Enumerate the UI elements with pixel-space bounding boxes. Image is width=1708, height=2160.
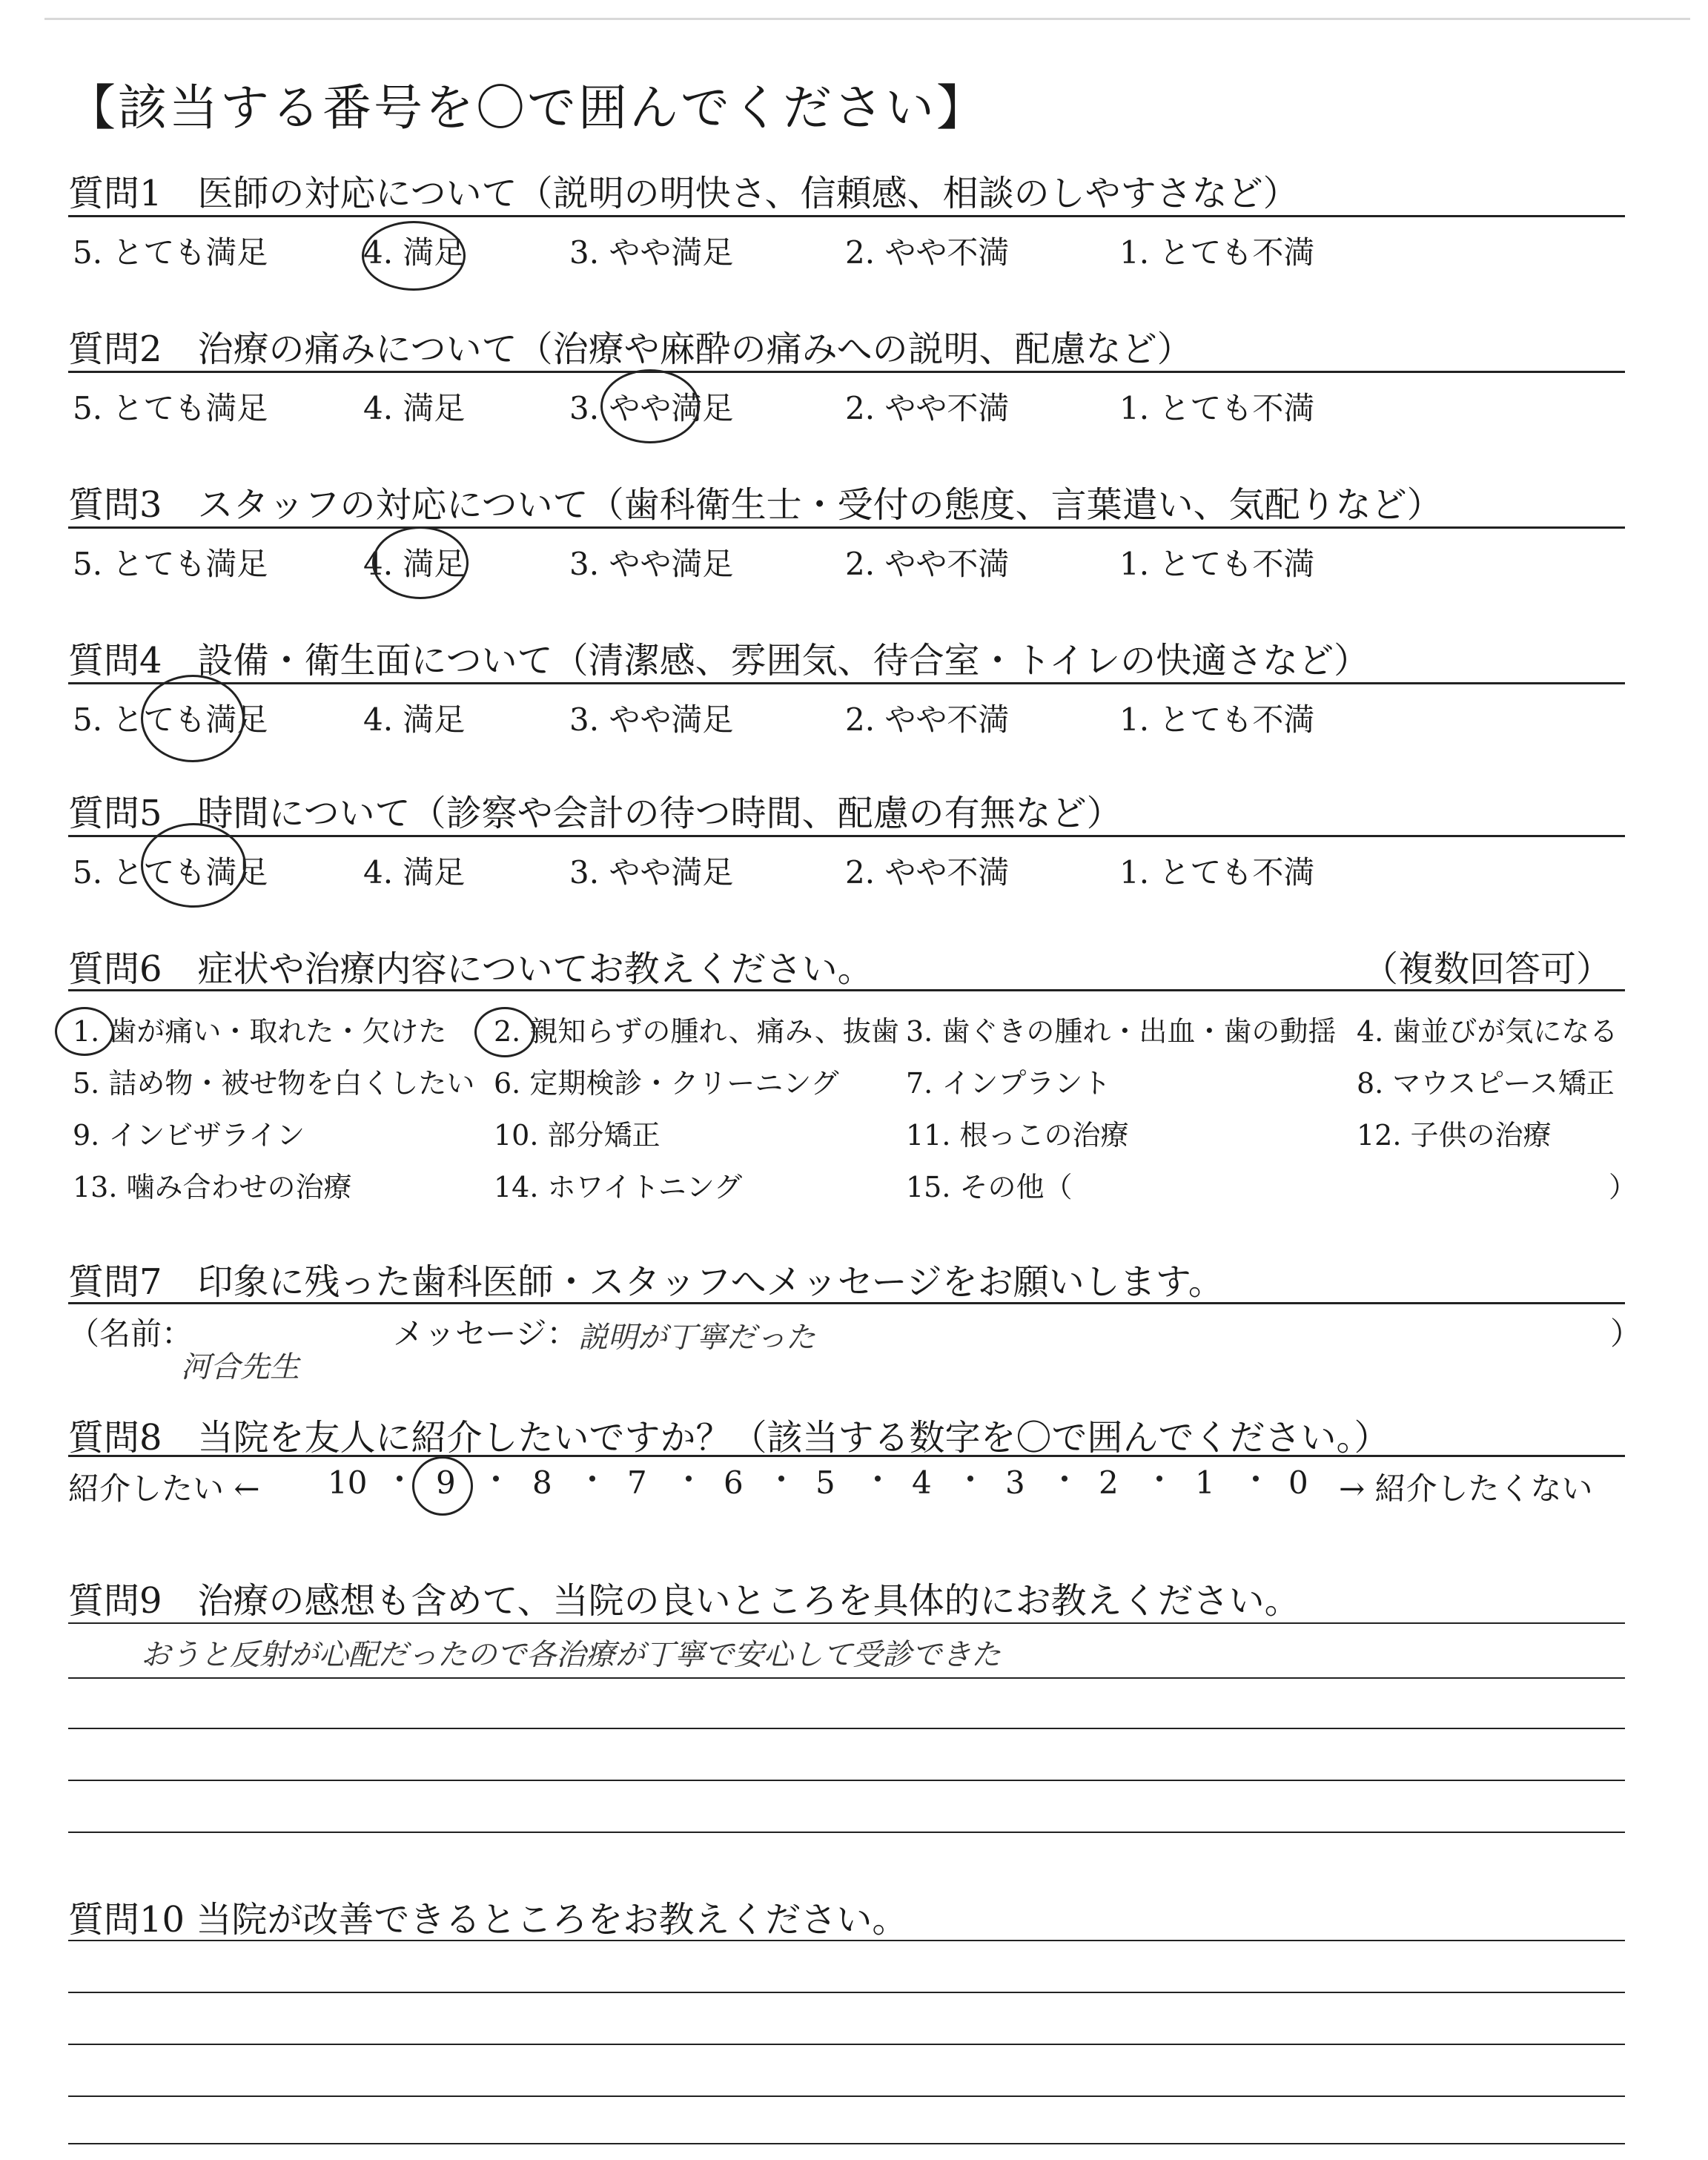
- q6-item-15-close: ）: [1609, 1171, 1638, 1203]
- q7-message-handwritten[interactable]: 説明が丁寧だった: [578, 1321, 815, 1355]
- q8-scale-4[interactable]: 4: [912, 1464, 932, 1501]
- q6-item-9[interactable]: 9. インビザライン: [73, 1119, 305, 1152]
- q6-item-11[interactable]: 11. 根っこの治療: [906, 1119, 1129, 1152]
- q8-separator: [493, 1476, 499, 1482]
- q10-answer-line: [68, 1940, 1625, 1941]
- question-2-title: 質問2 治療の痛みについて（治療や麻酔の痛みへの説明、配慮など）: [68, 328, 1193, 370]
- q6-item-3[interactable]: 3. 歯ぐきの腫れ・出血・歯の動揺: [906, 1015, 1337, 1048]
- q7-close-paren: ）: [1610, 1315, 1642, 1352]
- q8-separator: [397, 1476, 403, 1482]
- question-4-rule: [68, 682, 1625, 684]
- q4-option-3[interactable]: 3. やや満足: [569, 701, 734, 738]
- question-3-rule: [68, 526, 1625, 529]
- question-7-title: 質問7 印象に残った歯科医師・スタッフへメッセージをお願いします。: [68, 1261, 1224, 1303]
- q3-selection-circle: [372, 526, 469, 599]
- q8-separator: [875, 1476, 881, 1482]
- q3-option-5[interactable]: 5. とても満足: [73, 546, 268, 582]
- q3-option-1[interactable]: 1. とても不満: [1119, 546, 1315, 582]
- q8-separator: [686, 1476, 692, 1482]
- q2-selection-circle: [600, 369, 700, 443]
- q4-selection-circle: [141, 675, 245, 762]
- q5-option-5[interactable]: 5. とても満足: [73, 854, 268, 891]
- q1-selection-circle: [362, 221, 466, 291]
- instruction-header: 【該当する番号を〇で囲んでください】: [67, 79, 987, 136]
- q2-option-5[interactable]: 5. とても満足: [73, 390, 268, 426]
- q2-option-1[interactable]: 1. とても不満: [1119, 390, 1315, 426]
- question-1-rule: [68, 215, 1625, 217]
- q2-option-4[interactable]: 4. 満足: [363, 390, 466, 426]
- q6-item-8[interactable]: 8. マウスピース矯正: [1357, 1067, 1615, 1100]
- question-8-title: 質問8 当院を友人に紹介したいですか？（該当する数字を〇で囲んでください。）: [68, 1417, 1390, 1459]
- q5-option-3[interactable]: 3. やや満足: [569, 854, 734, 891]
- question-4-title: 質問4 設備・衛生面について（清潔感、雰囲気、待合室・トイレの快適さなど）: [68, 640, 1370, 681]
- q4-option-5[interactable]: 5. とても満足: [73, 701, 268, 738]
- q8-left-label: 紹介したい ←: [68, 1470, 260, 1507]
- q5-option-2[interactable]: 2. やや不満: [845, 854, 1010, 891]
- q9-answer-line: [68, 1728, 1625, 1729]
- question-9-title: 質問9 治療の感想も含めて、当院の良いところを具体的にお教えください。: [68, 1580, 1300, 1622]
- q6-item-13[interactable]: 13. 噛み合わせの治療: [73, 1171, 352, 1203]
- q6-item-2-circle: [474, 1007, 535, 1057]
- top-border: [44, 18, 1690, 20]
- q8-scale-0[interactable]: 0: [1288, 1464, 1308, 1501]
- q3-option-4[interactable]: 4. 満足: [363, 546, 466, 582]
- question-2-rule: [68, 371, 1625, 373]
- q5-option-1[interactable]: 1. とても不満: [1119, 854, 1315, 891]
- q6-item-7[interactable]: 7. インプラント: [906, 1067, 1111, 1100]
- q6-item-1-circle: [55, 1007, 114, 1056]
- q6-item-14[interactable]: 14. ホワイトニング: [494, 1171, 743, 1203]
- q8-scale-5[interactable]: 5: [815, 1464, 835, 1501]
- q10-answer-line: [68, 2095, 1625, 2097]
- q1-option-2[interactable]: 2. やや不満: [845, 234, 1010, 271]
- question-5-rule: [68, 835, 1625, 837]
- q8-selection-circle: [412, 1456, 473, 1516]
- q7-name-handwritten[interactable]: 河合先生: [181, 1350, 299, 1384]
- q1-option-1[interactable]: 1. とても不満: [1119, 234, 1315, 271]
- question-5-title: 質問5 時間について（診察や会計の待つ時間、配慮の有無など）: [68, 793, 1122, 834]
- q9-answer-line: [68, 1832, 1625, 1833]
- q6-item-4[interactable]: 4. 歯並びが気になる: [1357, 1015, 1618, 1048]
- q8-scale-3[interactable]: 3: [1005, 1464, 1025, 1501]
- q7-message-label: メッセージ：: [393, 1315, 578, 1352]
- q10-answer-line: [68, 2044, 1625, 2045]
- q8-separator: [589, 1476, 595, 1482]
- q5-option-4[interactable]: 4. 満足: [363, 854, 466, 891]
- q1-option-3[interactable]: 3. やや満足: [569, 234, 734, 271]
- q10-answer-line: [68, 2143, 1625, 2144]
- q3-option-3[interactable]: 3. やや満足: [569, 546, 734, 582]
- q2-option-2[interactable]: 2. やや不満: [845, 390, 1010, 426]
- q8-right-label: → 紹介したくない: [1339, 1470, 1593, 1507]
- q6-item-10[interactable]: 10. 部分矯正: [494, 1119, 661, 1152]
- question-6-rule: [68, 989, 1625, 991]
- question-3-title: 質問3 スタッフの対応について（歯科衛生士・受付の態度、言葉遣い、気配りなど）: [68, 484, 1443, 526]
- q6-item-15[interactable]: 15. その他（: [906, 1171, 1073, 1203]
- question-1-title: 質問1 医師の対応について（説明の明快さ、信頼感、相談のしやすさなど）: [68, 173, 1299, 214]
- q8-separator: [1062, 1476, 1068, 1482]
- question-7-rule: [68, 1302, 1625, 1304]
- q8-scale-2[interactable]: 2: [1099, 1464, 1119, 1501]
- q4-option-2[interactable]: 2. やや不満: [845, 701, 1010, 738]
- q1-option-4[interactable]: 4. 満足: [363, 234, 466, 271]
- question-6-note: （複数回答可）: [1363, 948, 1612, 990]
- q9-answer-line: [68, 1780, 1625, 1781]
- q9-answer-line: [68, 1622, 1625, 1624]
- q8-scale-7[interactable]: 7: [627, 1464, 647, 1501]
- q9-answer-handwritten[interactable]: おうと反射が心配だったので各治療が丁寧で安心して受診できた: [141, 1638, 1001, 1672]
- q5-selection-circle: [141, 823, 246, 908]
- q6-item-2[interactable]: 2. 親知らずの腫れ、痛み、抜歯: [494, 1015, 899, 1048]
- q8-scale-8[interactable]: 8: [532, 1464, 552, 1501]
- q8-separator: [1156, 1476, 1162, 1482]
- q8-separator: [778, 1476, 784, 1482]
- q6-item-1[interactable]: 1. 歯が痛い・取れた・欠けた: [73, 1015, 447, 1048]
- q6-item-5[interactable]: 5. 詰め物・被せ物を白くしたい: [73, 1067, 475, 1100]
- q8-separator: [1253, 1476, 1259, 1482]
- q8-scale-1[interactable]: 1: [1195, 1464, 1215, 1501]
- q6-item-6[interactable]: 6. 定期検診・クリーニング: [494, 1067, 839, 1100]
- q8-scale-6[interactable]: 6: [724, 1464, 744, 1501]
- q6-item-12[interactable]: 12. 子供の治療: [1357, 1119, 1552, 1152]
- q8-separator: [967, 1476, 973, 1482]
- q10-answer-line: [68, 1992, 1625, 1993]
- q2-option-3[interactable]: 3. やや満足: [569, 390, 734, 426]
- question-6-title: 質問6 症状や治療内容についてお教えください。: [68, 948, 873, 990]
- q9-answer-line: [68, 1677, 1625, 1679]
- q8-scale-10[interactable]: 10: [328, 1464, 368, 1501]
- q4-option-1[interactable]: 1. とても不満: [1119, 701, 1315, 738]
- q7-name-label: （名前：: [68, 1315, 193, 1352]
- q4-option-4[interactable]: 4. 満足: [363, 701, 466, 738]
- q3-option-2[interactable]: 2. やや不満: [845, 546, 1010, 582]
- question-8-rule: [68, 1455, 1625, 1457]
- q8-scale-9[interactable]: 9: [436, 1464, 456, 1501]
- q1-option-5[interactable]: 5. とても満足: [73, 234, 268, 271]
- question-10-title: 質問10 当院が改善できるところをお教えください。: [68, 1899, 908, 1941]
